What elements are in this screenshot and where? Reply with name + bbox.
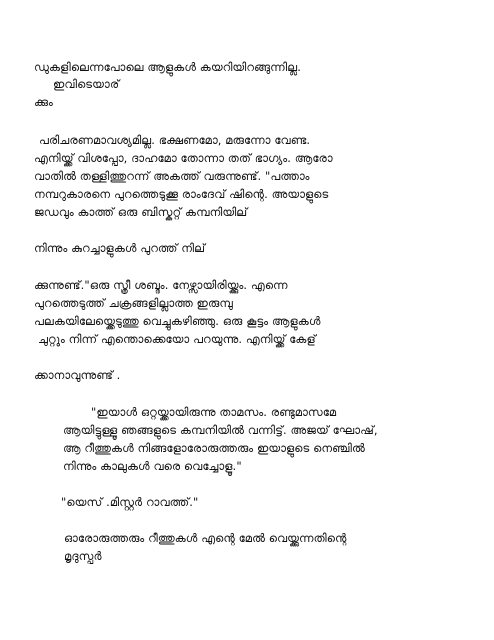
text-line: ഇവിടെയാര് — [53, 77, 120, 91]
text-line: നമ്പറുകാരനെ പുറത്തെടുക്കൂ രാംദേവ് ഷിന്റെ. അയാളുടെ — [34, 187, 329, 201]
text-line: "യെസ് .മിസ്റ്റർ റാവത്ത്." — [61, 495, 199, 509]
text-line: പലകയിലേയ്ക്കെടുത്തു വെച്ചുകഴിഞ്ഞു. ഒരു കൂട്ടം ആളുകൾ — [34, 314, 321, 328]
text-line: വാതിൽ തള്ളിത്തുറന്ന് അകത്ത് വരുന്നുണ്ട്. "പത്താം — [34, 169, 310, 183]
text-line: ഓരോരുത്തരും റീത്തുകൾ എന്റെ മേൽ വെയ്ക്കുന്നതിന്റെ — [64, 531, 347, 545]
text-line: ആയിട്ടുള്ളൂ ഞങ്ങളുടെ കമ്പനിയിൽ വന്നിട്ട്. അജയ് ഘോഷ്, — [63, 423, 378, 437]
text-line: ക്കുന്നുണ്ട്."ഒരു സ്ത്രീ ശബ്ദം. നേഴ്സായിരിയ്ക്കും. എന്നെ — [34, 278, 288, 292]
text-line: ക്കാനാവുന്നുണ്ട് . — [34, 368, 121, 382]
text-line: എനിയ്ക്ക് വിശപ്പോ, ദാഹമോ തോന്നാ തത് ഭാഗ്യം. ആരോ — [34, 151, 333, 165]
text-line: പരിചരണമാവശ്യമില്ല. ഭക്ഷണമോ, മരുന്നോ വേണ്ട. — [39, 133, 311, 147]
text-line: പുറത്തെടുത്ത് ചക്രങ്ങളില്ലാത്ത ഇരുമ്പു — [34, 296, 233, 310]
text-line: ചുറ്റും നിന്ന് എന്തൊക്കെയോ പറയുന്നു. എനിയ്ക്ക് കേള് — [38, 332, 316, 346]
text-line: മൃദുസ്പർ — [64, 549, 102, 563]
text-line: നിന്നും കാലുകൾ വരെ വെച്ചോളൂ." — [63, 459, 242, 473]
text-line: ഡുകളിലെന്നപോലെ ആളുകൾ കയറിയിറങ്ങുന്നില്ല. — [34, 60, 301, 74]
text-line: "ഇയാൾ ഒറ്റയ്ക്കായിരുന്നു താമസം. രണ്ടുമാസമേ — [91, 405, 337, 419]
text-line: ആ റീത്തുകൾ നിങ്ങളോരോരുത്തരും ഇയാളുടെ നെഞ്ചിൽ — [63, 441, 365, 455]
text-line: ക്കും — [34, 95, 53, 109]
text-line: ജഡവും കാത്ത് ഒരു ബിസ്കറ്റ് കമ്പനിയില് — [34, 205, 248, 219]
text-line: നിന്നും കുറച്ചാളുകൾ പുറത്ത് നില് — [34, 241, 206, 255]
